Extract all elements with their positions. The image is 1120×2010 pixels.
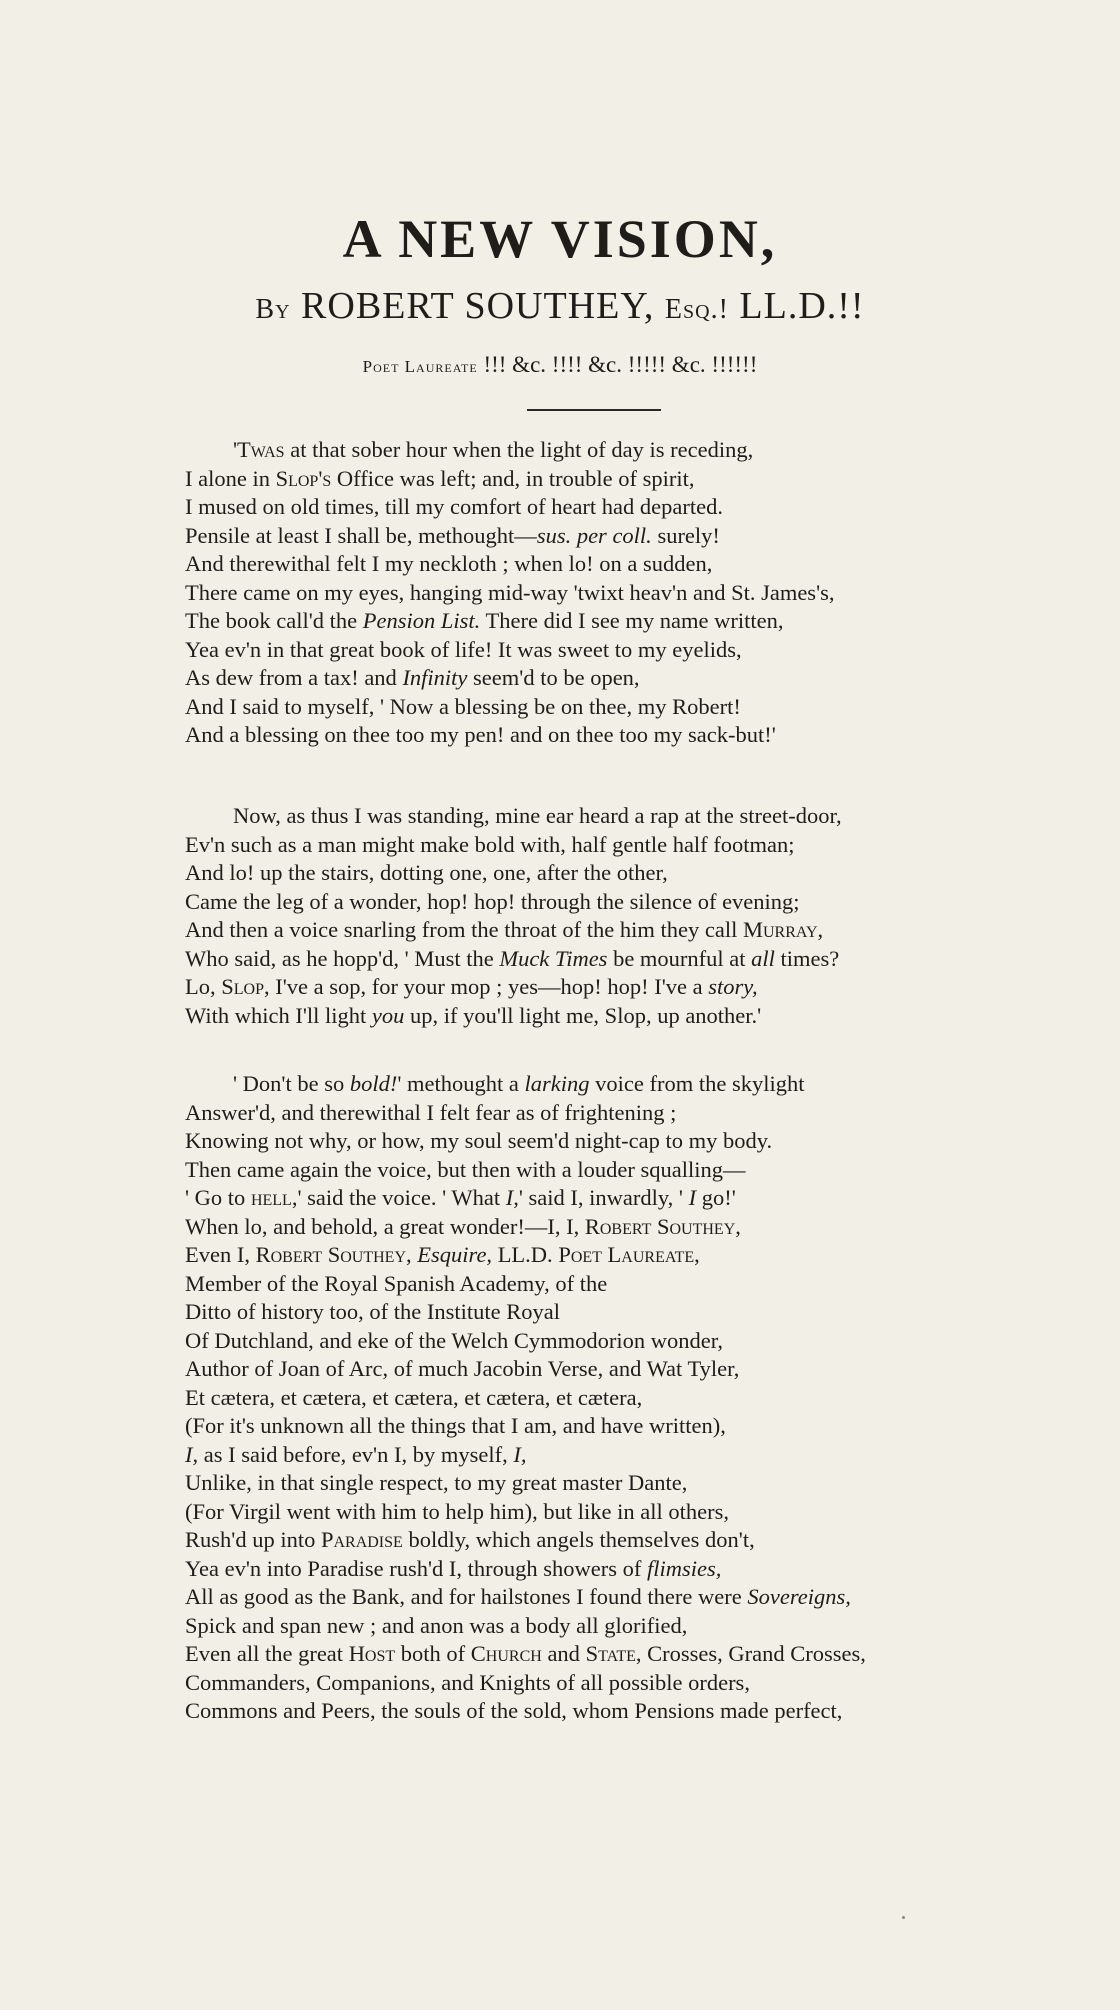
line-text: go!' — [696, 1185, 736, 1210]
line-text: up, if you'll light me, Slop, up another.' — [404, 1002, 762, 1028]
poem-line — [185, 1612, 1025, 1641]
line-text: ' methought a — [397, 1071, 525, 1096]
poem-line — [185, 1498, 1025, 1527]
poem-line — [185, 1355, 1025, 1384]
poem-line — [185, 1213, 1025, 1242]
line-text: Yea ev'n into Paradise rush'd I, through showers of — [185, 1555, 648, 1581]
line-text: seem'd to be open, — [467, 665, 640, 690]
line-text: I mused on old times, till my comfort of heart had departed. — [185, 494, 723, 519]
poem-line — [185, 916, 1025, 945]
italic-text: Infinity — [402, 665, 468, 690]
poem-line — [185, 1469, 1025, 1498]
line-text: Even I, — [185, 1242, 256, 1267]
line-text: and — [541, 1641, 586, 1666]
line-text: Now, as thus I was standing, mine ear heard a rap at the street-door, — [233, 803, 842, 828]
small-caps-text: Paradise — [320, 1527, 403, 1552]
poem-line — [185, 859, 1025, 888]
line-text: boldly, which angels themselves don't, — [402, 1527, 755, 1552]
line-text: ' said I, inwardly, ' — [518, 1185, 689, 1210]
poem-line — [185, 945, 1025, 974]
italic-text: I, — [505, 1185, 519, 1210]
line-text: Commanders, Companions, and Knights of all possible orders, — [185, 1669, 750, 1695]
italic-text: all — [751, 945, 775, 971]
line-text: And a blessing on thee too my pen! and on thee too my sack-but!' — [185, 722, 776, 747]
small-caps-text: Robert Southey, — [255, 1242, 412, 1267]
line-text: be mournful at — [607, 945, 752, 971]
poem-line — [185, 1127, 1025, 1156]
poem-line — [185, 1327, 1025, 1356]
italic-text: Muck Times — [499, 945, 608, 971]
poem-title: A NEW VISION, — [342, 209, 778, 269]
line-text: With which I'll light — [185, 1002, 372, 1028]
subtitle-etc: !!! &c. !!!! &c. !!!!! &c. !!!!!! — [483, 352, 758, 377]
poem-line — [185, 1099, 1025, 1128]
poem-line — [185, 1697, 1025, 1726]
line-text: The book call'd the — [185, 608, 363, 633]
line-text: Ev'n such as a man might make bold with, half gentle half footman; — [185, 831, 795, 857]
poem-line — [185, 693, 1025, 722]
line-text: Then came again the voice, but then with a louder squalling— — [185, 1156, 746, 1182]
poem-line — [185, 1002, 1025, 1031]
poem-line — [185, 607, 1025, 636]
line-text: And then a voice snarling from the throat of the him they call — [185, 917, 743, 942]
line-text: (For Virgil went with him to help him), but like in all others, — [185, 1498, 730, 1524]
byline-author: ROBERT SOUTHEY, — [301, 285, 655, 327]
poem-line — [185, 721, 1025, 750]
line-text: Member of the Royal Spanish Academy, of the — [185, 1270, 608, 1296]
byline-degree: LL.D.!! — [739, 285, 865, 327]
small-caps-text: Church — [470, 1641, 542, 1666]
poem-line — [185, 888, 1025, 917]
italic-text: larking — [524, 1071, 590, 1096]
line-text: Answer'd, and therewithal I felt fear as of frightening ; — [185, 1099, 677, 1125]
small-caps-text: hell, — [250, 1185, 298, 1210]
line-text: All as good as the Bank, and for hailstones I found there were — [185, 1584, 748, 1609]
line-text: I've a sop, for your mop ; yes—hop! hop! I've a — [269, 974, 709, 999]
poem-line — [185, 579, 1025, 608]
italic-text: Sovereigns, — [747, 1584, 851, 1609]
poem-line — [185, 1184, 1025, 1213]
italic-text: story, — [708, 974, 758, 999]
poem-line — [185, 493, 1025, 522]
line-text: ' said the voice. ' What — [297, 1185, 506, 1210]
poem-line — [185, 636, 1025, 665]
line-text: Office was left; and, in trouble of spirit, — [331, 465, 695, 491]
italic-text: I, — [185, 1441, 199, 1467]
small-caps-text: Slop, — [221, 974, 270, 999]
paper-speck — [902, 1916, 905, 1919]
poem-line — [185, 1441, 1025, 1470]
poem-line — [185, 802, 1025, 831]
line-text: Pensile at least I shall be, methought— — [185, 522, 537, 548]
line-text: And lo! up the stairs, dotting one, one, after the other, — [185, 860, 668, 885]
line-text: Et cætera, et cætera, et cætera, et cætera, et cætera, — [185, 1384, 643, 1410]
poem-line — [185, 1384, 1025, 1413]
italic-text: Pension List. — [362, 608, 481, 633]
poem-line — [185, 1555, 1025, 1584]
italic-text: bold! — [349, 1071, 398, 1096]
poem-line — [185, 831, 1025, 860]
divider-rule — [527, 409, 661, 411]
line-text: Came the leg of a wonder, hop! hop! through the silence of evening; — [185, 888, 800, 914]
stanza-1 — [185, 436, 1025, 750]
poem-line — [185, 1669, 1025, 1698]
line-text: Commons and Peers, the souls of the sold, whom Pensions made perfect, — [185, 1698, 843, 1723]
line-text: Rush'd up into — [185, 1527, 321, 1552]
poem-line — [185, 1298, 1025, 1327]
poem-line — [185, 1583, 1025, 1612]
poem-line — [185, 1241, 1025, 1270]
line-text: Even all the great — [185, 1641, 349, 1666]
line-text: surely! — [651, 522, 720, 548]
poem-line — [185, 522, 1025, 551]
byline-esq: Esq.! — [664, 294, 729, 325]
line-text: Of Dutchland, and eke of the Welch Cymmodorion wonder, — [185, 1327, 723, 1353]
line-text: When lo, and behold, a great wonder!—I, I, — [185, 1213, 585, 1239]
italic-text: I, — [513, 1441, 527, 1467]
line-text: Lo, — [185, 974, 222, 999]
italic-text: I — [688, 1185, 697, 1210]
italic-text: Esquire, — [417, 1242, 493, 1267]
line-text: There came on my eyes, hanging mid-way 'twixt heav'n and St. James's, — [185, 579, 835, 605]
line-text: times? — [774, 945, 840, 971]
italic-text: you — [371, 1002, 405, 1028]
poem-line — [185, 1640, 1025, 1669]
line-text: Unlike, in that single respect, to my great master Dante, — [185, 1470, 688, 1495]
line-text: Author of Joan of Arc, of much Jacobin Verse, and Wat Tyler, — [185, 1356, 740, 1381]
poem-line — [185, 465, 1025, 494]
subtitle — [0, 352, 1120, 378]
line-text: Yea ev'n in that great book of life! It was sweet to my eyelids, — [185, 636, 742, 662]
line-text: Ditto of history too, of the Institute Royal — [185, 1299, 560, 1324]
line-text: And therewithal felt I my neckloth ; when lo! on a sudden, — [185, 551, 713, 576]
small-caps-text: Host — [348, 1641, 396, 1666]
poem-line — [185, 1412, 1025, 1441]
poem-line — [185, 664, 1025, 693]
poem-line — [185, 973, 1025, 1002]
italic-text: flimsies, — [647, 1555, 722, 1581]
line-text: I alone in — [185, 465, 276, 491]
subtitle-poet-laureate: Poet Laureate — [362, 357, 478, 376]
line-text: at that sober hour when the light of day is receding, — [284, 437, 754, 462]
small-caps-text: Poet Laureate, — [558, 1242, 700, 1267]
line-text: (For it's unknown all the things that I am, and have written), — [185, 1413, 726, 1438]
poem-line — [185, 550, 1025, 579]
line-text: Spick and span new ; and anon was a body all glorified, — [185, 1612, 688, 1638]
small-caps-text: Robert Southey, — [584, 1213, 741, 1239]
small-caps-text: State, — [585, 1641, 642, 1666]
poem-line — [185, 1270, 1025, 1299]
line-text: ' Go to — [185, 1185, 251, 1210]
poem-line — [185, 1156, 1025, 1185]
poem-line — [185, 436, 1025, 465]
line-text: And I said to myself, ' Now a blessing be on thee, my Robert! — [185, 693, 741, 719]
stanza-2 — [185, 802, 1025, 1030]
byline-by: By — [255, 294, 291, 325]
line-text: voice from the skylight — [589, 1071, 805, 1096]
poem-line — [185, 1070, 1025, 1099]
line-text: ' Don't be so — [233, 1071, 350, 1096]
small-caps-text: 'Twas — [233, 437, 285, 462]
line-text: As dew from a tax! and — [185, 665, 403, 690]
line-text: There did I see my name written, — [480, 608, 784, 633]
line-text: Crosses, Grand Crosses, — [641, 1641, 866, 1666]
italic-text: sus. per coll. — [536, 522, 652, 548]
stanza-3 — [185, 1070, 1025, 1726]
byline — [0, 284, 1120, 328]
small-caps-text: Murray, — [742, 917, 824, 942]
line-text: Knowing not why, or how, my soul seem'd night-cap to my body. — [185, 1128, 773, 1153]
poem-line — [185, 1526, 1025, 1555]
small-caps-text: Slop's — [275, 465, 332, 491]
line-text: LL.D. — [492, 1242, 559, 1267]
line-text: Who said, as he hopp'd, ' Must the — [185, 945, 500, 971]
line-text: as I said before, ev'n I, by myself, — [198, 1441, 514, 1467]
line-text: both of — [395, 1641, 471, 1666]
